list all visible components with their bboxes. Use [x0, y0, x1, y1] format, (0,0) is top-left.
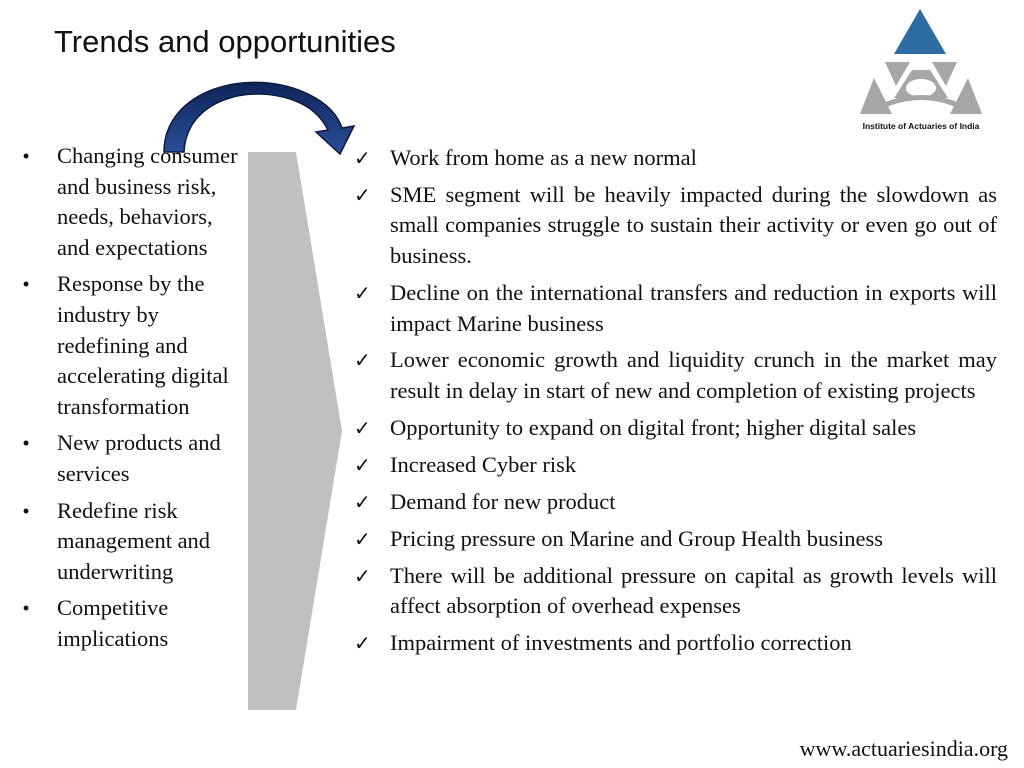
list-item: ✓ Opportunity to expand on digital front; higher digital sales	[354, 413, 997, 444]
checkmark-icon: ✓	[354, 526, 371, 551]
list-item: • Competitive implications	[18, 593, 250, 654]
checkmark-icon: ✓	[354, 182, 371, 207]
checkmark-icon: ✓	[354, 348, 371, 373]
bullet-icon: •	[22, 274, 30, 295]
bullet-icon: •	[22, 598, 30, 619]
checkmark-icon: ✓	[354, 280, 371, 305]
list-item: ✓ Increased Cyber risk	[354, 450, 997, 481]
trends-list	[18, 141, 250, 661]
checkmark-icon: ✓	[354, 452, 371, 477]
checkmark-icon: ✓	[354, 489, 371, 514]
list-item: • Changing consumer and business risk, needs, behaviors, and expectations	[18, 141, 250, 263]
list-item: ✓ Demand for new product	[354, 487, 997, 518]
list-item: • Response by the industry by redefining and accelerating digital transformation	[18, 269, 250, 422]
logo-caption: Institute of Actuaries of India	[862, 121, 980, 131]
list-item: ✓ There will be additional pressure on capital as growth levels will affect absorption of overhead expenses	[354, 562, 997, 619]
opportunities-list	[354, 143, 997, 665]
checkmark-icon: ✓	[354, 146, 371, 170]
institute-logo-icon	[852, 6, 990, 138]
list-item: ✓ SME segment will be heavily impacted during the slowdown as small companies struggle to sustain their activity or even go out of business.	[354, 181, 997, 269]
checkmark-icon: ✓	[354, 415, 371, 440]
checkmark-icon: ✓	[354, 563, 371, 588]
list-item: ✓ Decline on the international transfers and reduction in exports will impact Marine business	[354, 279, 997, 336]
list-item: • New products and services	[18, 428, 250, 489]
bullet-icon: •	[22, 500, 30, 521]
list-item: • Redefine risk management and underwriting	[18, 496, 250, 588]
list-item: ✓ Impairment of investments and portfolio correction	[354, 628, 997, 659]
checkmark-icon: ✓	[354, 630, 371, 655]
list-item: ✓ Lower economic growth and liquidity crunch in the market may result in delay in start of new and completion of existing projects	[354, 347, 997, 404]
footer-url[interactable]: www.actuariesindia.org	[799, 736, 1008, 761]
bullet-icon: •	[22, 433, 30, 454]
chevron-arrow-icon	[246, 152, 346, 710]
list-item: ✓ Work from home as a new normal	[354, 143, 997, 174]
page-title: Trends and opportunities	[54, 24, 396, 59]
bullet-icon: •	[22, 146, 30, 166]
list-item: ✓ Pricing pressure on Marine and Group Health business	[354, 524, 997, 555]
